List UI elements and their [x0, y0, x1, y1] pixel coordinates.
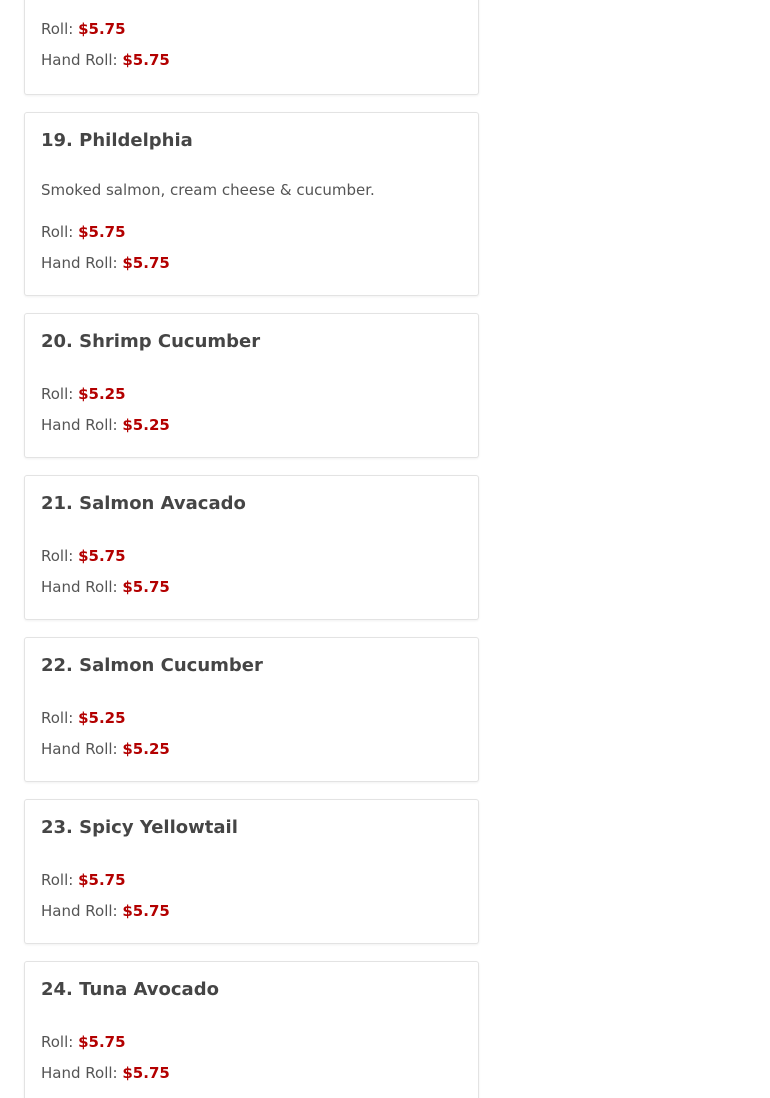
- roll-price: $5.75: [78, 223, 126, 241]
- hand-roll-price-line: [41, 578, 170, 596]
- menu-item-description: Smoked salmon, cream cheese & cucumber.: [41, 181, 375, 199]
- roll-label: Roll:: [41, 20, 74, 38]
- hand-roll-price: $5.75: [122, 1064, 170, 1082]
- hand-roll-label: Hand Roll:: [41, 902, 118, 920]
- hand-roll-label: Hand Roll:: [41, 1064, 118, 1082]
- hand-roll-price: $5.75: [122, 578, 170, 596]
- roll-price: $5.25: [78, 385, 126, 403]
- menu-item-card: [24, 799, 479, 944]
- hand-roll-label: Hand Roll:: [41, 578, 118, 596]
- hand-roll-label: Hand Roll:: [41, 51, 118, 69]
- menu-item-card: [24, 313, 479, 458]
- hand-roll-price: $5.75: [122, 51, 170, 69]
- roll-label: Roll:: [41, 1033, 74, 1051]
- menu-item-title: 21. Salmon Avacado: [41, 493, 246, 514]
- roll-price-line: [41, 547, 126, 565]
- menu-item-card: [24, 961, 479, 1098]
- roll-price-line: [41, 1033, 126, 1051]
- hand-roll-price-line: [41, 1064, 170, 1082]
- hand-roll-price-line: [41, 254, 170, 272]
- roll-price: $5.75: [78, 20, 126, 38]
- roll-label: Roll:: [41, 223, 74, 241]
- roll-price: $5.25: [78, 709, 126, 727]
- menu-item-title: 19. Phildelphia: [41, 130, 193, 151]
- menu-item-card: [24, 112, 479, 296]
- hand-roll-label: Hand Roll:: [41, 254, 118, 272]
- menu-item-title: 22. Salmon Cucumber: [41, 655, 263, 676]
- roll-price-line: [41, 871, 126, 889]
- roll-price-line: [41, 385, 126, 403]
- hand-roll-price: $5.25: [122, 416, 170, 434]
- menu-item-title: 23. Spicy Yellowtail: [41, 817, 238, 838]
- menu-item-title: 20. Shrimp Cucumber: [41, 331, 261, 352]
- roll-price-line: [41, 223, 126, 241]
- roll-price: $5.75: [78, 1033, 126, 1051]
- hand-roll-price: $5.75: [122, 254, 170, 272]
- hand-roll-label: Hand Roll:: [41, 740, 118, 758]
- hand-roll-price-line: [41, 51, 170, 69]
- roll-label: Roll:: [41, 547, 74, 565]
- roll-label: Roll:: [41, 709, 74, 727]
- menu-item-card: [24, 475, 479, 620]
- roll-label: Roll:: [41, 871, 74, 889]
- menu-item-card: [24, 637, 479, 782]
- hand-roll-label: Hand Roll:: [41, 416, 118, 434]
- roll-price: $5.75: [78, 871, 126, 889]
- menu-item-card: [24, 0, 479, 95]
- hand-roll-price: $5.75: [122, 902, 170, 920]
- hand-roll-price-line: [41, 740, 170, 758]
- hand-roll-price-line: [41, 902, 170, 920]
- hand-roll-price-line: [41, 416, 170, 434]
- hand-roll-price: $5.25: [122, 740, 170, 758]
- roll-label: Roll:: [41, 385, 74, 403]
- roll-price: $5.75: [78, 547, 126, 565]
- roll-price-line: [41, 709, 126, 727]
- roll-price-line: [41, 20, 126, 38]
- menu-item-title: 24. Tuna Avocado: [41, 979, 219, 1000]
